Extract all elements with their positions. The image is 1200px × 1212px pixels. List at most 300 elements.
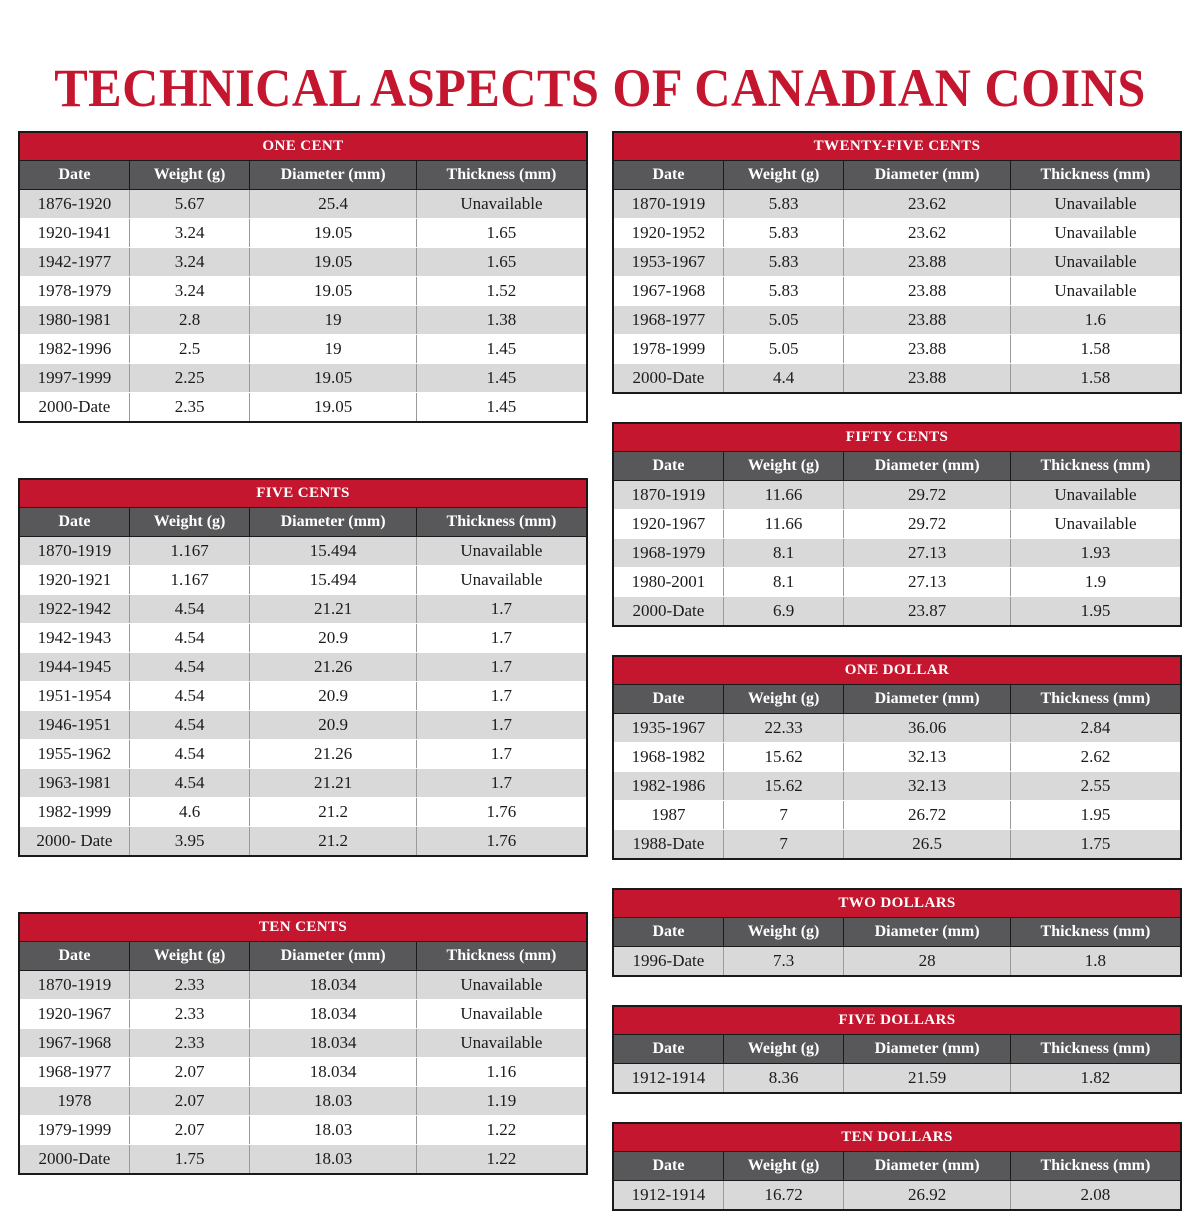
cell-thickness: 1.7 bbox=[416, 682, 587, 711]
cell-weight: 5.83 bbox=[723, 277, 843, 306]
cell-thickness: 1.76 bbox=[416, 798, 587, 827]
column-header-diameter: Diameter (mm) bbox=[844, 1035, 1011, 1064]
column-header-weight: Weight (g) bbox=[723, 452, 843, 481]
column-header-row bbox=[613, 918, 1181, 947]
cell-thickness: 2.84 bbox=[1010, 714, 1181, 743]
table-title-row bbox=[613, 423, 1181, 452]
cell-date: 1920-1967 bbox=[613, 510, 723, 539]
column-header-row bbox=[19, 161, 587, 190]
table-row bbox=[613, 568, 1181, 597]
cell-date: 1944-1945 bbox=[19, 653, 129, 682]
cell-weight: 16.72 bbox=[723, 1181, 843, 1211]
column-header-row bbox=[19, 942, 587, 971]
cell-thickness: Unavailable bbox=[1010, 219, 1181, 248]
cell-diameter: 19.05 bbox=[250, 364, 417, 393]
cell-diameter: 15.494 bbox=[250, 537, 417, 566]
coin-table-five-dollars bbox=[612, 1005, 1182, 1094]
cell-thickness: 1.8 bbox=[1010, 947, 1181, 977]
table-five-dollars bbox=[612, 1005, 1182, 1094]
column-header-weight: Weight (g) bbox=[723, 1152, 843, 1181]
cell-weight: 2.33 bbox=[129, 1029, 249, 1058]
cell-diameter: 20.9 bbox=[250, 624, 417, 653]
cell-thickness: 1.58 bbox=[1010, 364, 1181, 394]
cell-weight: 1.167 bbox=[129, 537, 249, 566]
cell-thickness: 1.19 bbox=[416, 1087, 587, 1116]
table-fifty-cents bbox=[612, 422, 1182, 627]
table-row bbox=[613, 248, 1181, 277]
cell-thickness: 1.38 bbox=[416, 306, 587, 335]
cell-date: 1978 bbox=[19, 1087, 129, 1116]
table-row bbox=[613, 277, 1181, 306]
table-row bbox=[19, 537, 587, 566]
cell-thickness: 2.62 bbox=[1010, 743, 1181, 772]
table-row bbox=[19, 566, 587, 595]
cell-diameter: 20.9 bbox=[250, 682, 417, 711]
table-row bbox=[613, 1064, 1181, 1094]
coin-table-twenty-five-cents bbox=[612, 131, 1182, 394]
cell-date: 1920-1967 bbox=[19, 1000, 129, 1029]
cell-weight: 3.24 bbox=[129, 219, 249, 248]
cell-weight: 6.9 bbox=[723, 597, 843, 627]
cell-weight: 7.3 bbox=[723, 947, 843, 977]
cell-weight: 2.33 bbox=[129, 1000, 249, 1029]
table-five-cents bbox=[18, 478, 588, 857]
cell-thickness: 1.82 bbox=[1010, 1064, 1181, 1094]
cell-diameter: 23.88 bbox=[844, 306, 1011, 335]
cell-diameter: 21.21 bbox=[250, 595, 417, 624]
left-table-column bbox=[18, 131, 588, 1175]
table-title-row bbox=[19, 479, 587, 508]
cell-diameter: 20.9 bbox=[250, 711, 417, 740]
table-row bbox=[613, 714, 1181, 743]
table-title-fifty-cents: FIFTY CENTS bbox=[613, 423, 1181, 452]
cell-diameter: 21.26 bbox=[250, 740, 417, 769]
cell-weight: 4.6 bbox=[129, 798, 249, 827]
cell-weight: 2.07 bbox=[129, 1116, 249, 1145]
table-row bbox=[613, 1181, 1181, 1211]
cell-date: 1920-1921 bbox=[19, 566, 129, 595]
cell-weight: 1.167 bbox=[129, 566, 249, 595]
column-header-row bbox=[613, 1035, 1181, 1064]
cell-weight: 2.07 bbox=[129, 1058, 249, 1087]
cell-date: 1963-1981 bbox=[19, 769, 129, 798]
table-title-two-dollars: TWO DOLLARS bbox=[613, 889, 1181, 918]
cell-diameter: 23.62 bbox=[844, 219, 1011, 248]
cell-thickness: 1.75 bbox=[1010, 830, 1181, 860]
column-header-date: Date bbox=[613, 452, 723, 481]
cell-diameter: 28 bbox=[844, 947, 1011, 977]
table-row bbox=[613, 801, 1181, 830]
cell-thickness: 1.7 bbox=[416, 624, 587, 653]
cell-weight: 4.54 bbox=[129, 682, 249, 711]
cell-date: 1922-1942 bbox=[19, 595, 129, 624]
cell-date: 1968-1977 bbox=[19, 1058, 129, 1087]
table-row bbox=[613, 190, 1181, 219]
table-row bbox=[19, 1116, 587, 1145]
table-row bbox=[19, 1000, 587, 1029]
coin-table-one-cent bbox=[18, 131, 588, 423]
column-header-date: Date bbox=[613, 918, 723, 947]
coin-table-one-dollar bbox=[612, 655, 1182, 860]
column-header-diameter: Diameter (mm) bbox=[250, 942, 417, 971]
cell-diameter: 18.034 bbox=[250, 1000, 417, 1029]
table-row bbox=[19, 1145, 587, 1175]
cell-diameter: 21.59 bbox=[844, 1064, 1011, 1094]
table-row bbox=[613, 597, 1181, 627]
column-header-diameter: Diameter (mm) bbox=[844, 452, 1011, 481]
cell-date: 1978-1979 bbox=[19, 277, 129, 306]
column-header-date: Date bbox=[613, 685, 723, 714]
cell-weight: 11.66 bbox=[723, 510, 843, 539]
cell-date: 1955-1962 bbox=[19, 740, 129, 769]
cell-weight: 8.36 bbox=[723, 1064, 843, 1094]
cell-weight: 2.07 bbox=[129, 1087, 249, 1116]
cell-thickness: 1.7 bbox=[416, 595, 587, 624]
column-header-date: Date bbox=[613, 161, 723, 190]
column-header-weight: Weight (g) bbox=[723, 918, 843, 947]
cell-date: 1968-1982 bbox=[613, 743, 723, 772]
table-row bbox=[19, 335, 587, 364]
cell-diameter: 23.88 bbox=[844, 248, 1011, 277]
right-table-column bbox=[612, 131, 1182, 1211]
cell-thickness: 1.22 bbox=[416, 1116, 587, 1145]
cell-weight: 2.35 bbox=[129, 393, 249, 423]
cell-date: 1997-1999 bbox=[19, 364, 129, 393]
table-row bbox=[19, 769, 587, 798]
cell-date: 1870-1919 bbox=[19, 537, 129, 566]
coin-table-two-dollars bbox=[612, 888, 1182, 977]
cell-thickness: 2.08 bbox=[1010, 1181, 1181, 1211]
column-header-thickness: Thickness (mm) bbox=[416, 508, 587, 537]
cell-date: 1968-1977 bbox=[613, 306, 723, 335]
table-twenty-five-cents bbox=[612, 131, 1182, 394]
table-row bbox=[19, 740, 587, 769]
column-header-weight: Weight (g) bbox=[129, 508, 249, 537]
table-row bbox=[19, 364, 587, 393]
cell-date: 1912-1914 bbox=[613, 1064, 723, 1094]
column-header-row bbox=[613, 452, 1181, 481]
cell-weight: 2.25 bbox=[129, 364, 249, 393]
cell-weight: 3.24 bbox=[129, 248, 249, 277]
cell-weight: 5.83 bbox=[723, 190, 843, 219]
cell-weight: 4.54 bbox=[129, 740, 249, 769]
cell-diameter: 18.03 bbox=[250, 1116, 417, 1145]
table-row bbox=[19, 1087, 587, 1116]
table-title-row bbox=[19, 913, 587, 942]
column-header-weight: Weight (g) bbox=[723, 161, 843, 190]
cell-date: 2000- Date bbox=[19, 827, 129, 857]
cell-thickness: 1.45 bbox=[416, 364, 587, 393]
table-ten-cents bbox=[18, 912, 588, 1175]
column-header-diameter: Diameter (mm) bbox=[250, 161, 417, 190]
cell-weight: 5.83 bbox=[723, 219, 843, 248]
column-header-row bbox=[613, 1152, 1181, 1181]
cell-weight: 5.05 bbox=[723, 306, 843, 335]
cell-weight: 7 bbox=[723, 801, 843, 830]
cell-thickness: Unavailable bbox=[416, 566, 587, 595]
cell-date: 1920-1941 bbox=[19, 219, 129, 248]
cell-diameter: 29.72 bbox=[844, 510, 1011, 539]
cell-date: 1982-1996 bbox=[19, 335, 129, 364]
table-row bbox=[613, 772, 1181, 801]
column-header-date: Date bbox=[19, 161, 129, 190]
column-header-thickness: Thickness (mm) bbox=[1010, 161, 1181, 190]
column-header-row bbox=[19, 508, 587, 537]
cell-diameter: 19.05 bbox=[250, 277, 417, 306]
cell-date: 1996-Date bbox=[613, 947, 723, 977]
cell-date: 2000-Date bbox=[613, 364, 723, 394]
cell-weight: 1.75 bbox=[129, 1145, 249, 1175]
table-row bbox=[19, 595, 587, 624]
table-title-one-cent: ONE CENT bbox=[19, 132, 587, 161]
cell-thickness: 1.7 bbox=[416, 711, 587, 740]
cell-thickness: 1.45 bbox=[416, 393, 587, 423]
column-header-weight: Weight (g) bbox=[129, 942, 249, 971]
cell-diameter: 15.494 bbox=[250, 566, 417, 595]
cell-diameter: 23.62 bbox=[844, 190, 1011, 219]
table-row bbox=[19, 711, 587, 740]
column-header-thickness: Thickness (mm) bbox=[1010, 685, 1181, 714]
cell-weight: 5.05 bbox=[723, 335, 843, 364]
table-row bbox=[19, 306, 587, 335]
table-row bbox=[19, 1029, 587, 1058]
table-title-one-dollar: ONE DOLLAR bbox=[613, 656, 1181, 685]
cell-weight: 7 bbox=[723, 830, 843, 860]
cell-weight: 5.83 bbox=[723, 248, 843, 277]
cell-date: 2000-Date bbox=[19, 1145, 129, 1175]
table-title-row bbox=[613, 1123, 1181, 1152]
cell-thickness: Unavailable bbox=[1010, 277, 1181, 306]
table-row bbox=[19, 827, 587, 857]
cell-date: 1942-1977 bbox=[19, 248, 129, 277]
column-header-diameter: Diameter (mm) bbox=[844, 1152, 1011, 1181]
cell-weight: 3.95 bbox=[129, 827, 249, 857]
table-title-row bbox=[613, 1006, 1181, 1035]
cell-date: 1982-1999 bbox=[19, 798, 129, 827]
cell-thickness: 1.22 bbox=[416, 1145, 587, 1175]
cell-date: 2000-Date bbox=[19, 393, 129, 423]
table-row bbox=[613, 830, 1181, 860]
column-header-date: Date bbox=[19, 942, 129, 971]
table-title-ten-dollars: TEN DOLLARS bbox=[613, 1123, 1181, 1152]
cell-diameter: 21.2 bbox=[250, 798, 417, 827]
column-header-date: Date bbox=[613, 1035, 723, 1064]
cell-diameter: 19 bbox=[250, 335, 417, 364]
cell-weight: 15.62 bbox=[723, 772, 843, 801]
column-header-thickness: Thickness (mm) bbox=[1010, 1035, 1181, 1064]
cell-thickness: Unavailable bbox=[1010, 481, 1181, 510]
cell-date: 1951-1954 bbox=[19, 682, 129, 711]
cell-date: 1876-1920 bbox=[19, 190, 129, 219]
cell-weight: 8.1 bbox=[723, 539, 843, 568]
table-title-twenty-five-cents: TWENTY-FIVE CENTS bbox=[613, 132, 1181, 161]
cell-weight: 22.33 bbox=[723, 714, 843, 743]
cell-date: 1920-1952 bbox=[613, 219, 723, 248]
cell-thickness: 1.58 bbox=[1010, 335, 1181, 364]
cell-thickness: Unavailable bbox=[416, 971, 587, 1000]
table-row bbox=[19, 277, 587, 306]
table-row bbox=[613, 539, 1181, 568]
cell-date: 2000-Date bbox=[613, 597, 723, 627]
table-row bbox=[613, 364, 1181, 394]
cell-thickness: 1.65 bbox=[416, 248, 587, 277]
column-header-thickness: Thickness (mm) bbox=[416, 942, 587, 971]
table-title-ten-cents: TEN CENTS bbox=[19, 913, 587, 942]
table-row bbox=[19, 219, 587, 248]
column-header-weight: Weight (g) bbox=[129, 161, 249, 190]
cell-thickness: 1.7 bbox=[416, 740, 587, 769]
table-row bbox=[19, 798, 587, 827]
cell-weight: 2.33 bbox=[129, 971, 249, 1000]
cell-diameter: 19 bbox=[250, 306, 417, 335]
cell-diameter: 26.92 bbox=[844, 1181, 1011, 1211]
cell-date: 1979-1999 bbox=[19, 1116, 129, 1145]
cell-weight: 4.54 bbox=[129, 711, 249, 740]
cell-weight: 8.1 bbox=[723, 568, 843, 597]
cell-date: 1987 bbox=[613, 801, 723, 830]
table-row bbox=[19, 393, 587, 423]
table-two-dollars bbox=[612, 888, 1182, 977]
cell-thickness: Unavailable bbox=[1010, 248, 1181, 277]
cell-diameter: 19.05 bbox=[250, 248, 417, 277]
column-header-date: Date bbox=[613, 1152, 723, 1181]
cell-weight: 5.67 bbox=[129, 190, 249, 219]
column-header-weight: Weight (g) bbox=[723, 1035, 843, 1064]
cell-weight: 3.24 bbox=[129, 277, 249, 306]
table-title-five-dollars: FIVE DOLLARS bbox=[613, 1006, 1181, 1035]
cell-weight: 11.66 bbox=[723, 481, 843, 510]
cell-weight: 15.62 bbox=[723, 743, 843, 772]
coin-table-fifty-cents bbox=[612, 422, 1182, 627]
cell-thickness: Unavailable bbox=[1010, 510, 1181, 539]
cell-diameter: 27.13 bbox=[844, 568, 1011, 597]
table-row bbox=[613, 743, 1181, 772]
coin-table-five-cents bbox=[18, 478, 588, 857]
cell-thickness: 1.6 bbox=[1010, 306, 1181, 335]
cell-thickness: 1.16 bbox=[416, 1058, 587, 1087]
cell-diameter: 21.21 bbox=[250, 769, 417, 798]
cell-weight: 4.54 bbox=[129, 595, 249, 624]
column-header-thickness: Thickness (mm) bbox=[1010, 918, 1181, 947]
cell-thickness: 1.65 bbox=[416, 219, 587, 248]
cell-weight: 4.54 bbox=[129, 653, 249, 682]
cell-thickness: 1.52 bbox=[416, 277, 587, 306]
cell-diameter: 32.13 bbox=[844, 772, 1011, 801]
cell-date: 1870-1919 bbox=[613, 481, 723, 510]
column-header-diameter: Diameter (mm) bbox=[844, 918, 1011, 947]
cell-diameter: 29.72 bbox=[844, 481, 1011, 510]
cell-diameter: 23.88 bbox=[844, 277, 1011, 306]
cell-date: 1980-1981 bbox=[19, 306, 129, 335]
cell-weight: 2.5 bbox=[129, 335, 249, 364]
cell-weight: 4.54 bbox=[129, 624, 249, 653]
cell-date: 1870-1919 bbox=[19, 971, 129, 1000]
cell-thickness: Unavailable bbox=[416, 1000, 587, 1029]
table-one-dollar bbox=[612, 655, 1182, 860]
column-header-weight: Weight (g) bbox=[723, 685, 843, 714]
cell-date: 1953-1967 bbox=[613, 248, 723, 277]
cell-weight: 4.4 bbox=[723, 364, 843, 394]
cell-thickness: 2.55 bbox=[1010, 772, 1181, 801]
cell-diameter: 19.05 bbox=[250, 219, 417, 248]
table-row bbox=[19, 1058, 587, 1087]
cell-diameter: 32.13 bbox=[844, 743, 1011, 772]
cell-date: 1988-Date bbox=[613, 830, 723, 860]
table-row bbox=[613, 306, 1181, 335]
table-row bbox=[19, 971, 587, 1000]
cell-date: 1942-1943 bbox=[19, 624, 129, 653]
table-row bbox=[19, 190, 587, 219]
cell-diameter: 23.88 bbox=[844, 364, 1011, 394]
table-row bbox=[613, 219, 1181, 248]
cell-diameter: 23.88 bbox=[844, 335, 1011, 364]
column-header-row bbox=[613, 161, 1181, 190]
table-ten-dollars bbox=[612, 1122, 1182, 1211]
table-row bbox=[19, 248, 587, 277]
cell-thickness: Unavailable bbox=[416, 537, 587, 566]
column-header-thickness: Thickness (mm) bbox=[1010, 1152, 1181, 1181]
cell-date: 1946-1951 bbox=[19, 711, 129, 740]
table-row bbox=[613, 481, 1181, 510]
table-one-cent bbox=[18, 131, 588, 423]
cell-date: 1982-1986 bbox=[613, 772, 723, 801]
cell-thickness: 1.93 bbox=[1010, 539, 1181, 568]
column-header-thickness: Thickness (mm) bbox=[416, 161, 587, 190]
page-title: TECHNICAL ASPECTS OF CANADIAN COINS bbox=[54, 58, 1146, 119]
cell-diameter: 18.03 bbox=[250, 1145, 417, 1175]
coin-table-ten-dollars bbox=[612, 1122, 1182, 1211]
cell-thickness: 1.76 bbox=[416, 827, 587, 857]
cell-diameter: 26.72 bbox=[844, 801, 1011, 830]
cell-date: 1870-1919 bbox=[613, 190, 723, 219]
table-row bbox=[613, 947, 1181, 977]
cell-weight: 2.8 bbox=[129, 306, 249, 335]
cell-diameter: 19.05 bbox=[250, 393, 417, 423]
table-row bbox=[613, 335, 1181, 364]
cell-date: 1935-1967 bbox=[613, 714, 723, 743]
coin-table-ten-cents bbox=[18, 912, 588, 1175]
cell-date: 1978-1999 bbox=[613, 335, 723, 364]
table-row bbox=[19, 682, 587, 711]
column-header-date: Date bbox=[19, 508, 129, 537]
cell-date: 1967-1968 bbox=[613, 277, 723, 306]
table-title-row bbox=[19, 132, 587, 161]
cell-thickness: Unavailable bbox=[416, 1029, 587, 1058]
table-title-row bbox=[613, 656, 1181, 685]
cell-diameter: 27.13 bbox=[844, 539, 1011, 568]
cell-diameter: 18.034 bbox=[250, 971, 417, 1000]
cell-date: 1967-1968 bbox=[19, 1029, 129, 1058]
table-title-five-cents: FIVE CENTS bbox=[19, 479, 587, 508]
cell-thickness: 1.45 bbox=[416, 335, 587, 364]
cell-diameter: 21.2 bbox=[250, 827, 417, 857]
column-header-diameter: Diameter (mm) bbox=[250, 508, 417, 537]
table-title-row bbox=[613, 889, 1181, 918]
column-header-diameter: Diameter (mm) bbox=[844, 685, 1011, 714]
cell-thickness: 1.7 bbox=[416, 769, 587, 798]
column-header-thickness: Thickness (mm) bbox=[1010, 452, 1181, 481]
cell-thickness: 1.95 bbox=[1010, 801, 1181, 830]
column-header-row bbox=[613, 685, 1181, 714]
table-row bbox=[19, 653, 587, 682]
cell-weight: 4.54 bbox=[129, 769, 249, 798]
cell-diameter: 25.4 bbox=[250, 190, 417, 219]
cell-diameter: 26.5 bbox=[844, 830, 1011, 860]
cell-thickness: 1.7 bbox=[416, 653, 587, 682]
cell-date: 1980-2001 bbox=[613, 568, 723, 597]
cell-diameter: 36.06 bbox=[844, 714, 1011, 743]
cell-thickness: 1.9 bbox=[1010, 568, 1181, 597]
